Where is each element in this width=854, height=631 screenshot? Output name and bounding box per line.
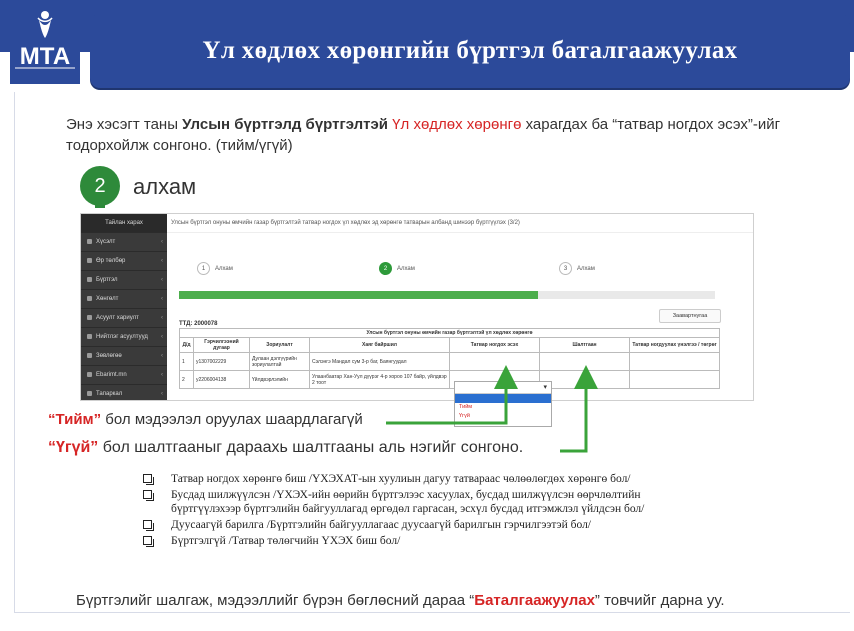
instructions-button-label: Заавартнугаа bbox=[672, 313, 708, 319]
yes-quote-open: “ bbox=[48, 411, 56, 428]
yes-keyword: Тийм bbox=[55, 411, 94, 428]
list-item bbox=[143, 534, 713, 548]
reason-select-cell[interactable] bbox=[540, 353, 630, 371]
list-item bbox=[143, 472, 713, 486]
reason-text: Бусдад шилжүүлсэн /ҮХЭХ-ийн өөрийн бүртгэлээс хасуулах, бусдад шилжүүлсэн өөрчлөлтийн бүртгүүлэхээр бүртгэлийн байгууллагад өргөдөл гаргасан, эсхүл бусдад итгэмжлэл үйлдсэн бол/ bbox=[171, 489, 645, 515]
chat-icon bbox=[87, 334, 92, 339]
footer-instruction bbox=[76, 592, 725, 609]
sidebar-item-ebarimt[interactable] bbox=[81, 366, 167, 385]
list-item bbox=[143, 488, 713, 516]
table-cell: 2 bbox=[180, 371, 194, 389]
chevron-left-icon: ‹ bbox=[161, 258, 163, 264]
no-quote-close: ” bbox=[90, 439, 99, 456]
chat-icon bbox=[87, 239, 92, 244]
footer-part1: Бүртгэлийг шалгаж, мэдээллийг бүрэн бөглөсний дараа “ bbox=[76, 592, 475, 609]
intro-red: Үл хөдлөх хөрөнгө bbox=[388, 116, 522, 133]
no-quote-open: “ bbox=[48, 439, 56, 456]
table-cell bbox=[630, 371, 720, 389]
intro-part2: харагдах ба “татвар ногдох эсэх”-ийг тодорхойлж сонгоно. (тийм/үгүй) bbox=[66, 116, 781, 154]
sidebar-item-label: Өр төлбөр bbox=[96, 258, 126, 264]
dropdown-option-empty[interactable] bbox=[455, 394, 551, 403]
table-cell: Улаанбаатар Хан-Уул дүүрэг 4-р хороо 107 байр, үйлдвэр 2 тоот bbox=[310, 371, 450, 389]
sidebar-item-label: Тайлан харах bbox=[105, 220, 143, 226]
chevron-left-icon: ‹ bbox=[161, 239, 163, 245]
chevron-left-icon: ‹ bbox=[161, 372, 163, 378]
wizard-steps bbox=[197, 262, 737, 276]
embedded-screenshot bbox=[80, 213, 754, 401]
dropdown-option-no[interactable] bbox=[455, 412, 551, 421]
dropdown-option-yes[interactable] bbox=[455, 403, 551, 412]
screenshot-page-title: Улсын бүртгэл онуны өмчийн газар бүртгэлтэй татвар ногдох үл хөдлөх эд хөрөнгө татварын албанд шинээр бүртгүүлэх (3/2) bbox=[167, 214, 753, 233]
checkbox-bullet-icon bbox=[143, 536, 152, 545]
reason-text: Татвар ногдох хөрөнгө биш /ҮХЭХАТ-ын хуулиын дагуу татвараас чөлөөлөгдөх хөрөнгө бол/ bbox=[171, 473, 631, 485]
step-word: алхам bbox=[133, 174, 197, 199]
chevron-left-icon: ‹ bbox=[161, 391, 163, 397]
checkbox-bullet-icon bbox=[143, 490, 152, 499]
sidebar-item-label: Хүсэлт bbox=[96, 239, 116, 245]
table-row bbox=[180, 353, 720, 371]
step-number: 2 bbox=[94, 174, 106, 197]
table-cell: Сэлэнгэ Мандал сум 3-р баг, Баянгуудал bbox=[310, 353, 450, 371]
reason-text: Бүртгэлгүй /Татвар төлөгчийн ҮХЭХ биш бол/ bbox=[171, 535, 401, 547]
taxpayer-id: ТТД: 2000078 bbox=[179, 321, 218, 327]
tax-dropdown[interactable] bbox=[454, 381, 552, 427]
dropdown-option-label: Тийм bbox=[459, 404, 473, 410]
sidebar-item-discount[interactable] bbox=[81, 290, 167, 309]
chevron-left-icon: ‹ bbox=[161, 334, 163, 340]
person-icon bbox=[87, 277, 92, 282]
dropdown-selected[interactable] bbox=[455, 382, 551, 394]
table-row bbox=[180, 371, 720, 389]
wizard-step-label: Алхам bbox=[397, 265, 415, 272]
table-cell bbox=[630, 353, 720, 371]
title-banner bbox=[90, 14, 850, 88]
wizard-step-1[interactable] bbox=[197, 262, 233, 275]
list-icon bbox=[87, 296, 92, 301]
wizard-step-label: Алхам bbox=[215, 265, 233, 272]
table-caption: Улсын бүртгэл онуны өмчийн газар бүртгэлтэй үл хөдлөх хөрөнгө bbox=[180, 329, 720, 338]
no-keyword: Үгүй bbox=[56, 439, 91, 456]
table-header: Татвар ногдох эсэх bbox=[450, 338, 540, 353]
progress-fill bbox=[179, 291, 538, 299]
chevron-left-icon: ‹ bbox=[161, 277, 163, 283]
footer-part2: ” товчийг дарна уу. bbox=[594, 592, 725, 609]
reason-list bbox=[143, 472, 713, 550]
list-item bbox=[143, 518, 713, 532]
progress-bar bbox=[179, 291, 715, 299]
table-cell: Дулаан дэлгүүрийн зориулалтай bbox=[250, 353, 310, 371]
sidebar-item-debt[interactable] bbox=[81, 252, 167, 271]
wizard-step-3[interactable] bbox=[559, 262, 595, 275]
no-text: бол шалтгааныг дараахь шалтгааны аль нэгийг сонгоно. bbox=[98, 439, 524, 456]
wizard-step-label: Алхам bbox=[577, 265, 595, 272]
chat-icon bbox=[87, 372, 92, 377]
intro-part1: Энэ хэсэгт таны bbox=[66, 116, 183, 133]
checkbox-bullet-icon bbox=[143, 520, 152, 529]
table-header: Шалтгаан bbox=[540, 338, 630, 353]
table-cell: у1307002229 bbox=[194, 353, 250, 371]
svg-text:МТА: МТА bbox=[19, 43, 71, 70]
step-number-badge bbox=[80, 166, 120, 206]
sidebar-item-label: Хөнгөлт bbox=[96, 296, 119, 302]
intro-text bbox=[66, 114, 806, 156]
wizard-step-number: 2 bbox=[379, 262, 392, 275]
sidebar-item-faq[interactable] bbox=[81, 328, 167, 347]
table-header: Гэрчилгээний дугаар bbox=[194, 338, 250, 353]
mta-logo bbox=[10, 4, 80, 84]
sidebar-item-tapark[interactable] bbox=[81, 385, 167, 401]
sidebar-item-label: Асуулт хариулт bbox=[96, 315, 139, 321]
reason-text: Дуусаагүй барилга /Бүртгэлийн байгууллагаас дуусаагүй барилгын гэрчилгээтэй бол/ bbox=[171, 519, 592, 531]
table-cell: у2206004138 bbox=[194, 371, 250, 389]
wizard-step-2[interactable] bbox=[379, 262, 415, 275]
sidebar-item-report[interactable] bbox=[81, 214, 167, 233]
yes-text: бол мэдээлэл оруулах шаардлагагүй bbox=[101, 411, 363, 428]
table-cell: Үйлдвэрлэлийн bbox=[250, 371, 310, 389]
wizard-step-number: 3 bbox=[559, 262, 572, 275]
sidebar-item-label: Бүртгэл bbox=[96, 277, 118, 283]
sidebar-item-label: Нийтлэг асуултууд bbox=[96, 334, 148, 340]
table-cell: 1 bbox=[180, 353, 194, 371]
chevron-left-icon: ‹ bbox=[161, 353, 163, 359]
table-header: Зориулалт bbox=[250, 338, 310, 353]
chevron-left-icon: ‹ bbox=[161, 296, 163, 302]
intro-bold: Улсын бүртгэлд бүртгэлтэй bbox=[182, 116, 389, 133]
dropdown-option-label: Үгүй bbox=[459, 413, 470, 419]
instructions-button[interactable] bbox=[659, 309, 721, 323]
sidebar-item-advice[interactable] bbox=[81, 347, 167, 366]
table-header: Татвар ногдуулах үнэлгээ / төгрөг bbox=[630, 338, 720, 353]
table-header: Д/д bbox=[180, 338, 194, 353]
bottom-rule bbox=[14, 612, 850, 613]
yes-explanation bbox=[48, 411, 363, 428]
sidebar-item-request[interactable] bbox=[81, 233, 167, 252]
reason-select-cell[interactable] bbox=[540, 371, 630, 389]
screenshot-sidebar bbox=[81, 214, 167, 400]
wizard-step-number: 1 bbox=[197, 262, 210, 275]
sidebar-item-label: Ebarimt.mn bbox=[96, 372, 127, 378]
tax-select-cell[interactable] bbox=[450, 353, 540, 371]
yes-quote-close: ” bbox=[93, 411, 102, 428]
table-header: Хаяг байршил bbox=[310, 338, 450, 353]
sidebar-item-qa[interactable] bbox=[81, 309, 167, 328]
left-rule bbox=[14, 92, 15, 612]
property-table bbox=[179, 328, 720, 389]
sidebar-item-label: Зөвлөгөө bbox=[96, 353, 122, 359]
footer-bold: Баталгаажуулах bbox=[474, 592, 595, 609]
sidebar-item-registration[interactable] bbox=[81, 271, 167, 290]
question-icon bbox=[87, 315, 92, 320]
chat-icon bbox=[87, 391, 92, 396]
sidebar-item-label: Тапаркал bbox=[96, 391, 123, 397]
chat-icon bbox=[87, 353, 92, 358]
caret-down-icon: ▾ bbox=[543, 383, 547, 391]
no-explanation bbox=[48, 439, 523, 457]
chevron-left-icon: ‹ bbox=[161, 315, 163, 321]
card-icon bbox=[87, 258, 92, 263]
page-title: Үл хөдлөх хөрөнгийн бүртгэл баталгаажуулах bbox=[202, 37, 738, 64]
checkbox-bullet-icon bbox=[143, 474, 152, 483]
